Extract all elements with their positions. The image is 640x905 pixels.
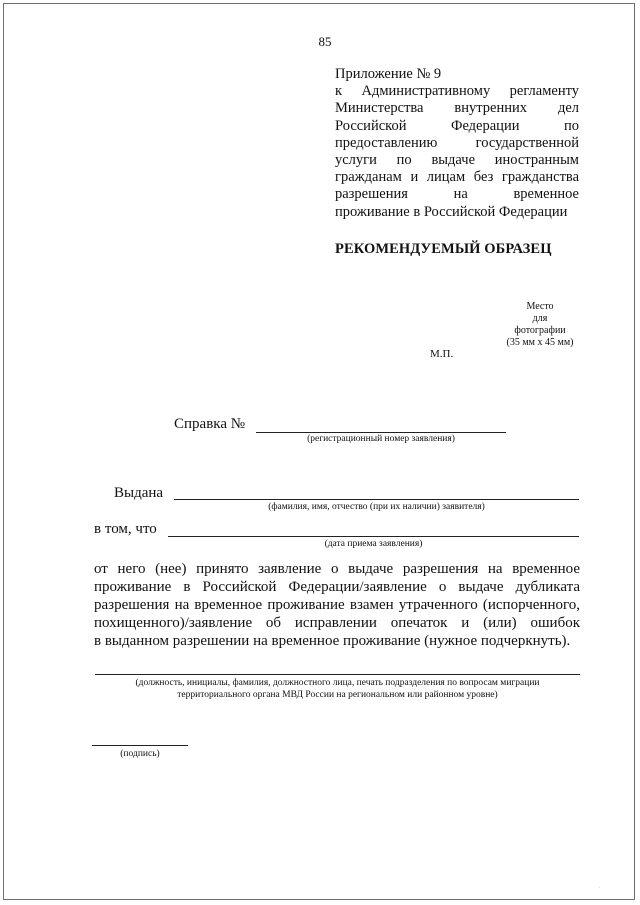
that-label: в том, что xyxy=(94,521,157,537)
issued-name-caption: (фамилия, имя, отчество (при их наличии) заявителя) xyxy=(268,502,485,512)
appendix-line: Министерства внутренних дел xyxy=(335,100,579,117)
appendix-line: гражданам и лицам без гражданства xyxy=(335,169,579,186)
body-line: от него (нее) принято заявление о выдаче разрешения на временное xyxy=(94,561,580,577)
stamp-label: М.П. xyxy=(430,348,454,360)
scan-mark: · xyxy=(598,884,601,892)
photo-line: для xyxy=(532,313,548,324)
photo-line: (35 мм х 45 мм) xyxy=(506,337,574,348)
signature-line[interactable] xyxy=(92,745,188,746)
appendix-line: проживание в Российской Федерации xyxy=(335,203,568,220)
certificate-number-caption: (регистрационный номер заявления) xyxy=(307,434,455,444)
appendix-line: предоставлению государственной xyxy=(335,134,579,151)
application-date-line[interactable] xyxy=(168,536,579,537)
body-line: разрешения на временное проживание взамен утраченного (испорченного, xyxy=(94,597,580,613)
body-line: в выданном разрешении на временное проживание (нужное подчеркнуть). xyxy=(94,633,571,649)
photo-line: Место xyxy=(526,301,554,312)
certificate-number-line[interactable] xyxy=(256,432,506,433)
appendix-line: к Административному регламенту xyxy=(335,83,579,100)
issued-label: Выдана xyxy=(114,485,164,501)
body-line: похищенного)/заявление об исправлении опечаток и (или) ошибок xyxy=(94,615,580,631)
sample-title: РЕКОМЕНДУЕМЫЙ ОБРАЗЕЦ xyxy=(335,241,552,257)
body-text xyxy=(94,560,580,650)
appendix-line: Приложение № 9 xyxy=(335,66,442,82)
body-line: проживание в Российской Федерации/заявление о выдаче дубликата xyxy=(94,579,580,595)
appendix-header xyxy=(335,66,579,221)
issued-name-line[interactable] xyxy=(174,499,579,500)
signature-caption: (подпись) xyxy=(120,749,160,759)
appendix-line: Российской Федерации по xyxy=(335,117,579,134)
official-caption-line: (должность, инициалы, фамилия, должностного лица, печать подразделения по вопросам миграции xyxy=(135,678,540,688)
official-caption xyxy=(95,677,580,701)
certificate-label: Справка № xyxy=(174,416,246,432)
official-caption-line: территориального органа МВД России на региональном или районном уровне) xyxy=(177,690,498,700)
appendix-line: разрешения на временное xyxy=(335,186,579,203)
photo-line: фотографии xyxy=(514,325,566,336)
appendix-line: услуги по выдаче иностранным xyxy=(335,152,579,169)
photo-placeholder xyxy=(488,301,592,349)
application-date-caption: (дата приема заявления) xyxy=(324,539,423,549)
page-number: 85 xyxy=(318,34,332,49)
official-line[interactable] xyxy=(95,674,580,675)
